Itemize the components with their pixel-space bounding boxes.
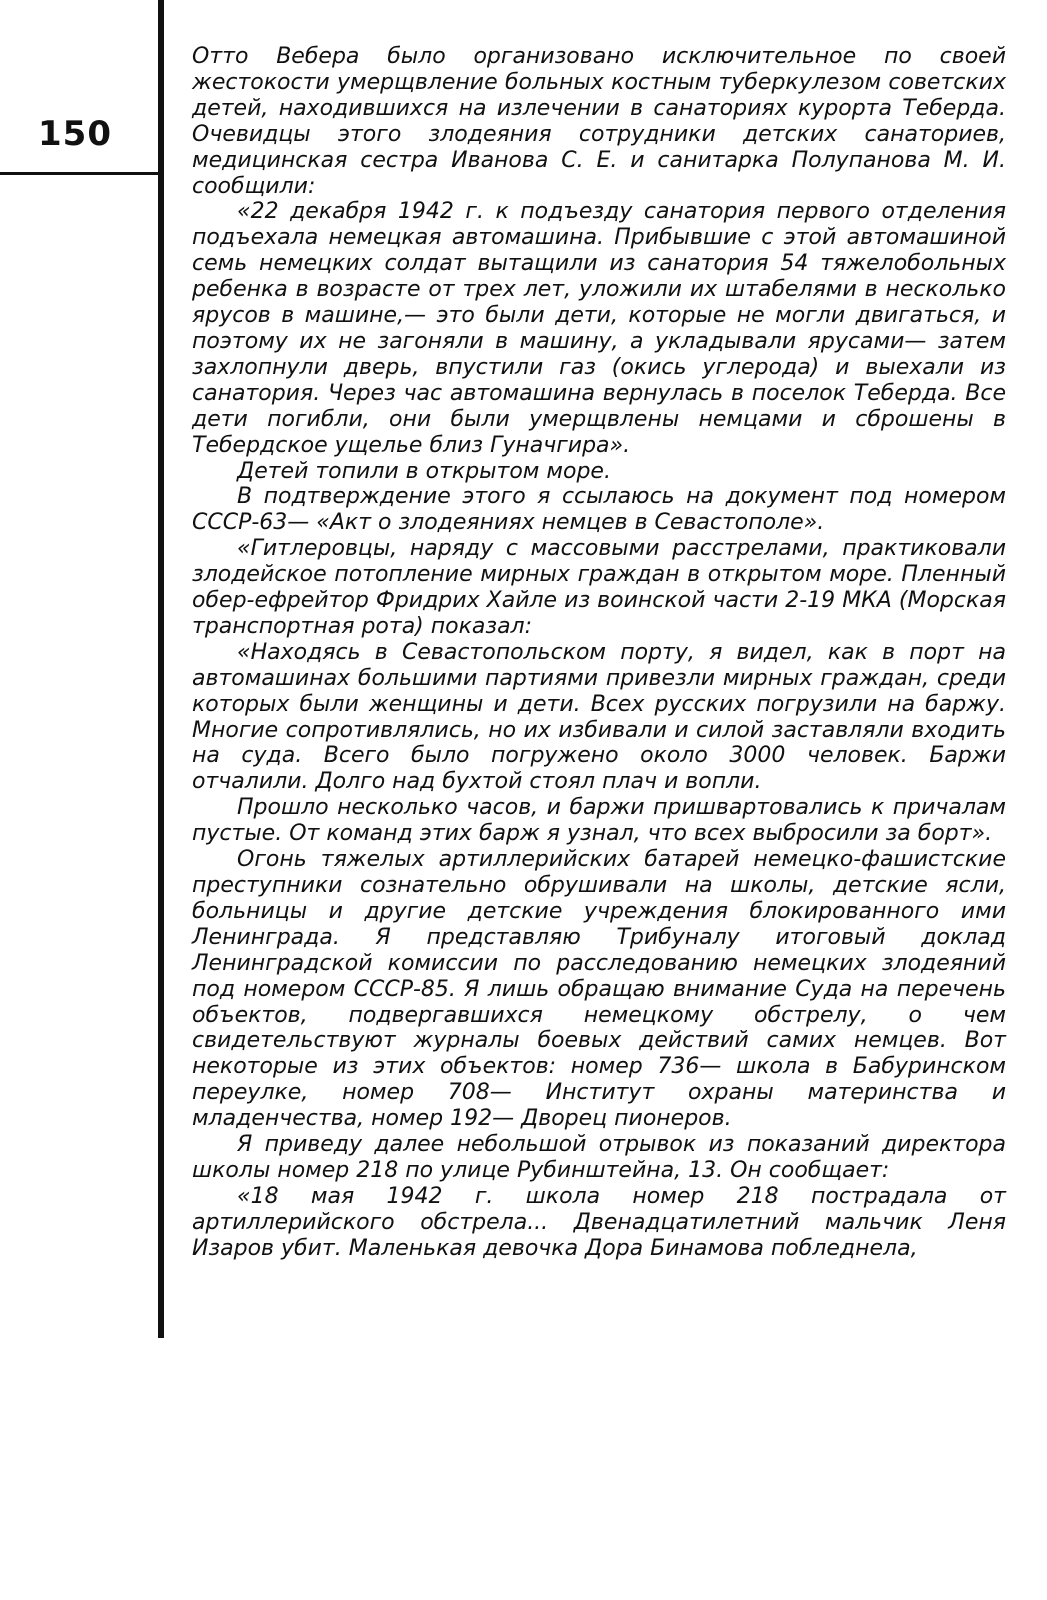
paragraph: Огонь тяжелых артиллерийских батарей немецко-фашистские преступники сознательно обрушивали на школы, детские ясли, больницы и другие детские учреждения блокированного ими Ленинграда. Я представляю Трибуналу итоговый доклад Ленинградской комиссии по расследованию немецких злодеяний под номером СССР-85. Я лишь обращаю внимание Суда на перечень объектов, подвергавшихся немецкому обстрелу, о чем свидетельствуют журналы боевых действий самих немцев. Вот некоторые из этих объектов: номер 736— школа в Бабуринском переулке, номер 708— Институт охраны материнства и младенчества, номер 192— Дворец пионеров.	[192, 847, 1006, 1132]
paragraph: «Гитлеровцы, наряду с массовыми расстрелами, практиковали злодейское потопление мирных граждан в открытом море. Пленный обер-ефрейтор Фридрих Хайле из воинской части 2-19 МКА (Морская транспортная рота) показал:	[192, 536, 1006, 639]
paragraph: «Находясь в Севастопольском порту, я видел, как в порт на автомашинах большими партиями привезли мирных граждан, среди которых были женщины и дети. Всех русских погрузили на баржу. Многие сопротивлялись, но их избивали и силой заставляли входить на суда. Всего было погружено около 3000 человек. Баржи отчалили. Долго над бухтой стоял плач и вопли.	[192, 639, 1006, 795]
paragraph: Отто Вебера было организовано исключительное по своей жестокости умерщвление больных костным туберкулезом советских детей, находившихся на излечении в санаториях курорта Теберда. Очевидцы этого злодеяния сотрудники детских санаториев, медицинская сестра Иванова С. Е. и санитарка Полупанова М. И. сообщили:	[192, 44, 1006, 199]
page-number: 150	[38, 114, 112, 154]
paragraph: «18 мая 1942 г. школа номер 218 пострадала от артиллерийского обстрела... Двенадцатилетний мальчик Леня Изаров убит. Маленькая девочка Дора Бинамова побледнела,	[192, 1183, 1006, 1261]
paragraph: Прошло несколько часов, и баржи пришвартовались к причалам пустые. От команд этих барж я узнал, что всех выбросили за борт».	[192, 795, 1006, 847]
paragraph: Я приведу далее небольшой отрывок из показаний директора школы номер 218 по улице Рубинштейна, 13. Он сообщает:	[192, 1132, 1006, 1183]
page-number-rule	[0, 172, 160, 175]
margin-rule	[158, 0, 164, 1338]
paragraph: «22 декабря 1942 г. к подъезду санатория первого отделения подъехала немецкая автомашина. Прибывшие с этой автомашиной семь немецких солдат вытащили из санатория 54 тяжелобольных ребенка в возрасте от трех лет, уложили их штабелями в несколько ярусов в машине,— это были дети, которые не могли двигаться, и поэтому их не загоняли в машину, а укладывали ярусами— затем захлопнули дверь, впустили газ (окись углерода) и выехали из санатория. Через час автомашина вернулась в поселок Теберда. Все дети погибли, они были умерщвлены немцами и сброшены в Тебердское ущелье близ Гуначгира».	[192, 199, 1006, 458]
body-text	[192, 44, 1006, 1262]
paragraph: Детей топили в открытом море.	[237, 458, 611, 484]
paragraph: В подтверждение этого я ссылаюсь на документ под номером СССР-63— «Акт о злодеяниях немцев в Севастополе».	[192, 484, 1006, 536]
